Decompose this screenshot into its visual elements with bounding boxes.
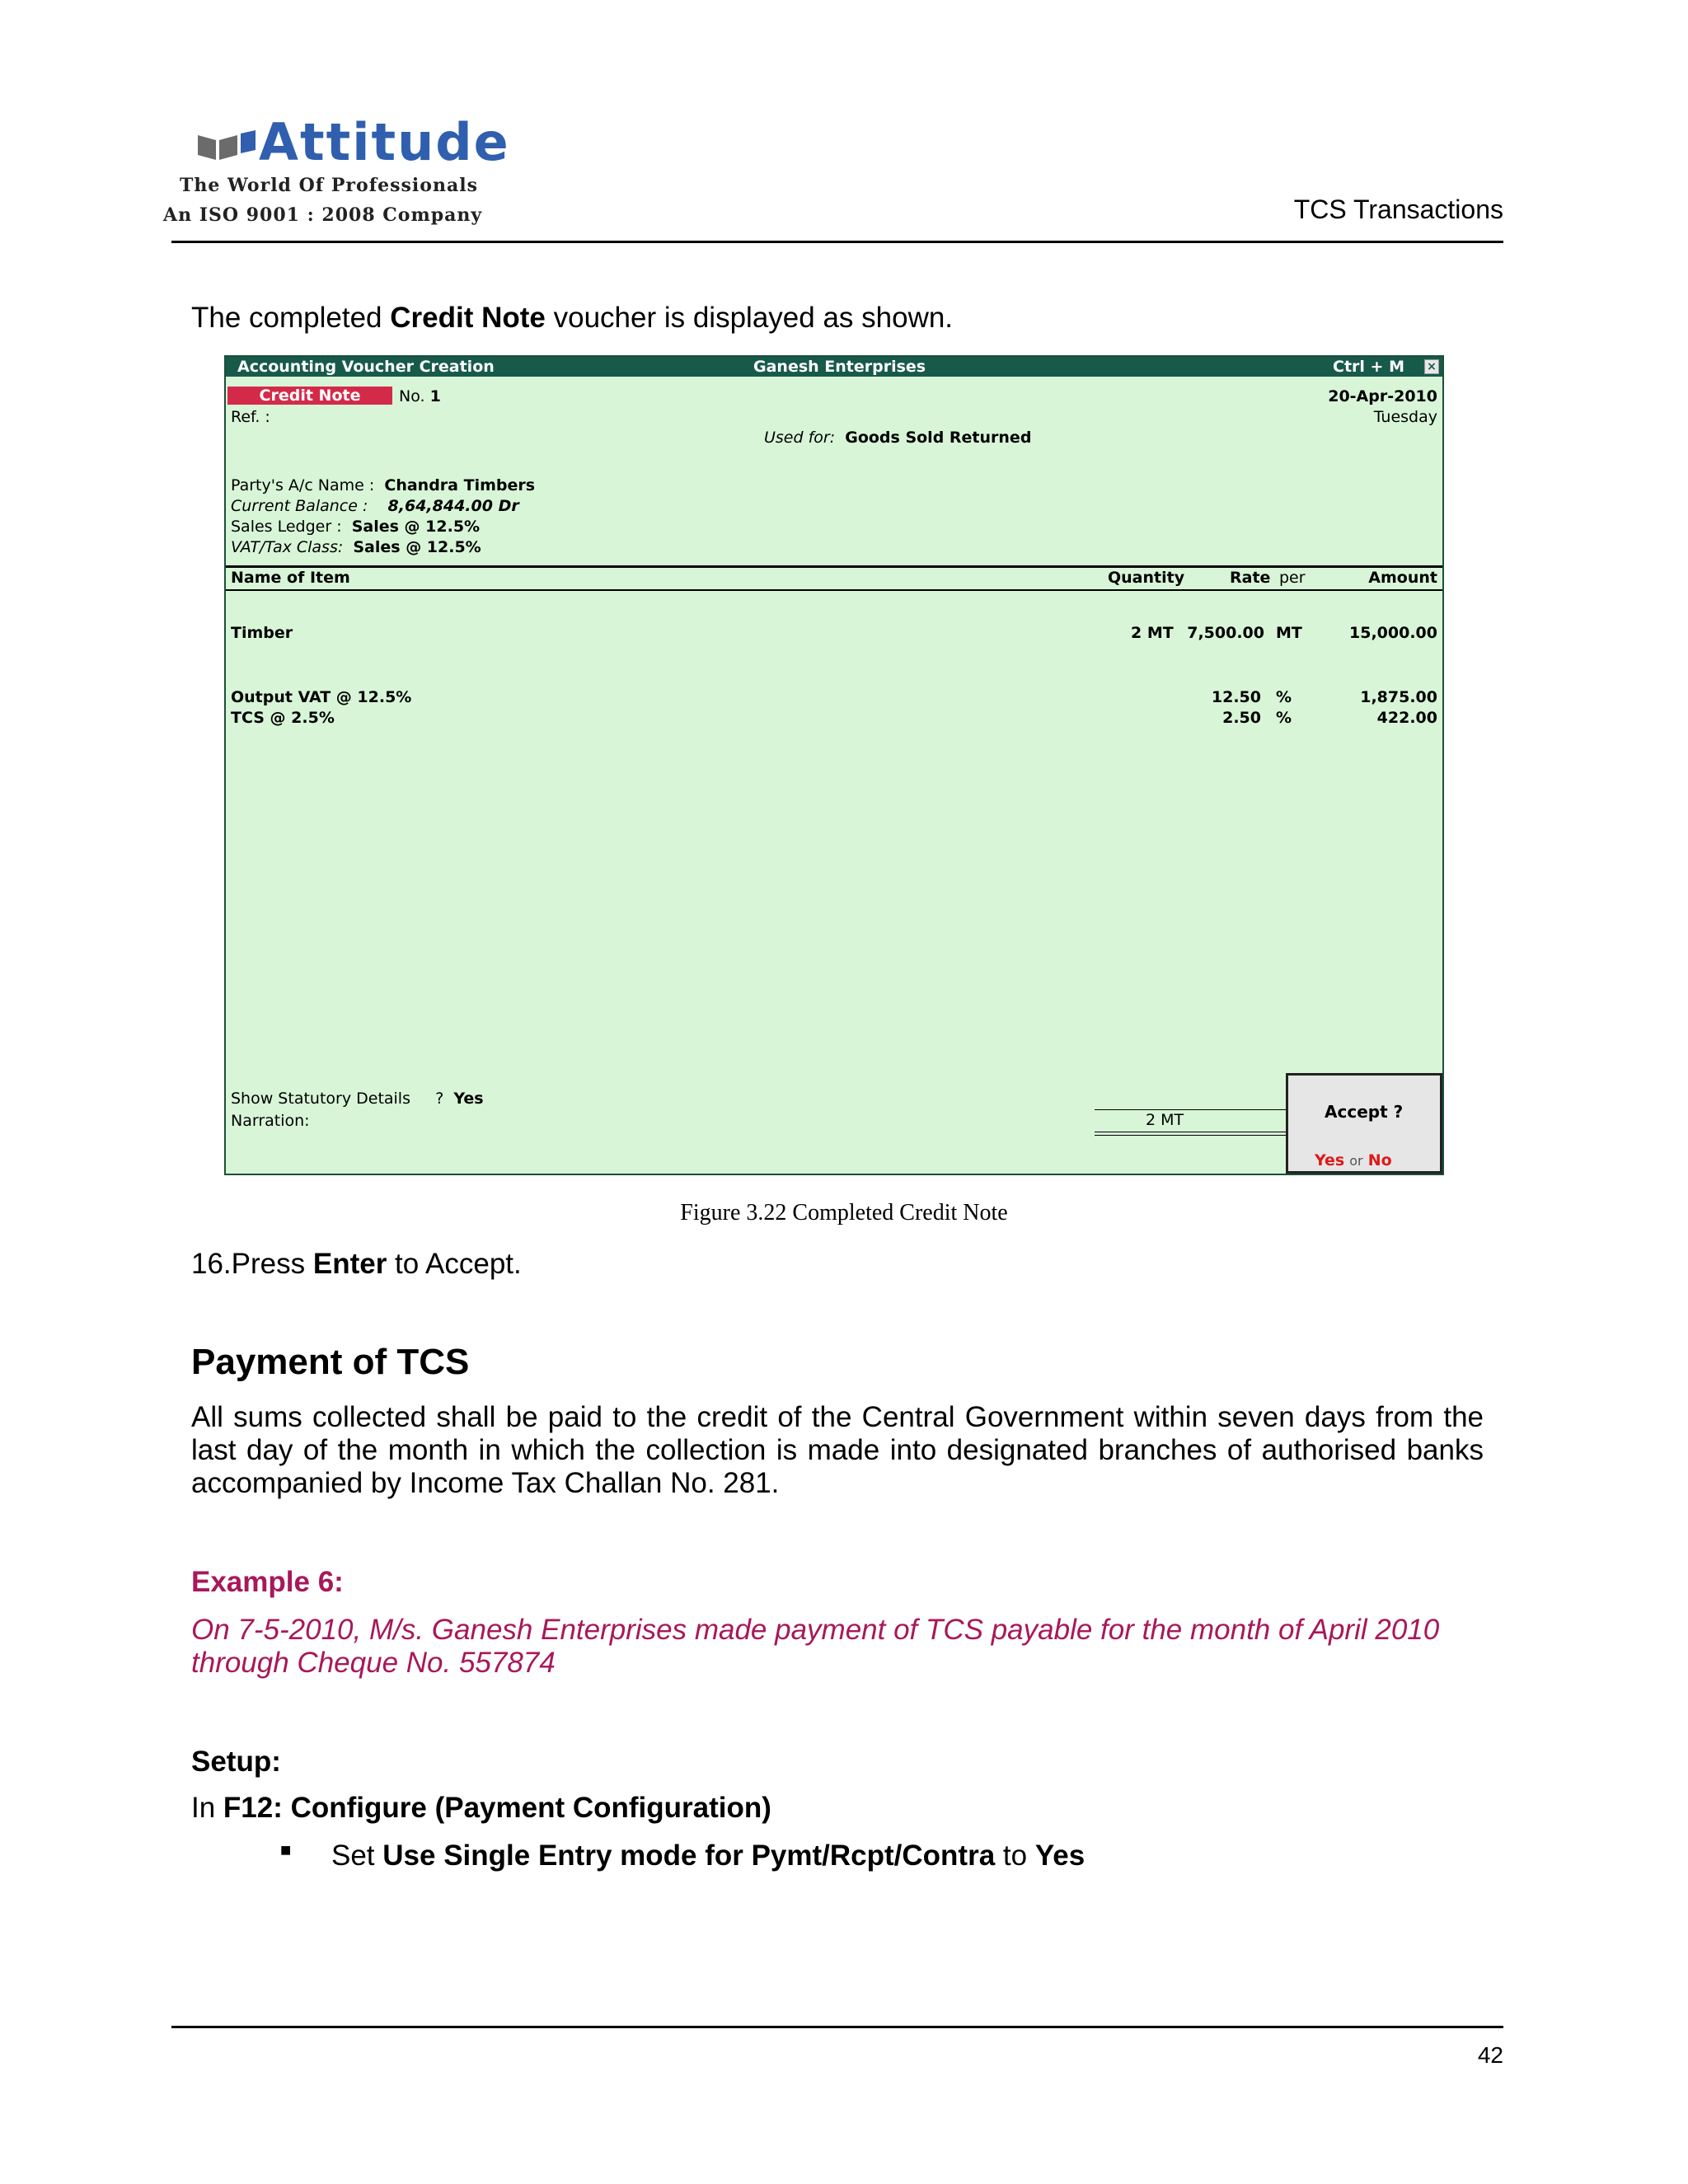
window-title: Accounting Voucher Creation <box>237 358 495 376</box>
item-amount: 15,000.00 <box>1349 624 1437 642</box>
narration-label: Narration: <box>231 1112 310 1130</box>
statutory-details-field: Show Statutory Details ? Yes <box>231 1090 484 1108</box>
col-rate: Rate <box>1230 569 1271 587</box>
total-top-rule <box>1095 1109 1291 1110</box>
total-rule-2 <box>1095 1135 1291 1136</box>
col-amount: Amount <box>1368 569 1437 587</box>
tax-amount: 422.00 <box>1376 709 1437 727</box>
table-top-rule <box>226 565 1442 568</box>
close-icon[interactable]: × <box>1424 359 1439 374</box>
current-balance-field: Current Balance : 8,64,844.00 Dr <box>231 497 519 515</box>
payment-paragraph: All sums collected shall be paid to the credit of the Central Government within seven days from the last day of the month in which the collection is made into designated branches of authorised banks accompanied by Income Tax Challan No. 281. <box>191 1401 1484 1499</box>
voucher-number: No. 1 <box>399 387 441 405</box>
setup-title: Setup: <box>191 1746 281 1778</box>
section-title: TCS Transactions <box>1293 194 1503 224</box>
vat-class-field: VAT/Tax Class: Sales @ 12.5% <box>231 538 481 556</box>
bullet-icon: ■ <box>280 1840 292 1860</box>
tax-name: Output VAT @ 12.5% <box>231 688 412 706</box>
config-instruction: In F12: Configure (Payment Configuration) <box>191 1792 771 1824</box>
step-16: 16.Press Enter to Accept. <box>191 1248 522 1280</box>
voucher-date: 20-Apr-2010 <box>1328 387 1437 405</box>
tax-rate: 12.50 <box>1211 688 1261 706</box>
logo-brand: Attitude <box>259 112 510 172</box>
sales-ledger-field: Sales Ledger : Sales @ 12.5% <box>231 518 481 536</box>
col-per: per <box>1279 569 1306 587</box>
accept-question: Accept ? <box>1325 1102 1404 1122</box>
tax-per: % <box>1276 688 1292 706</box>
voucher-day: Tuesday <box>1373 408 1437 426</box>
accept-yes-option[interactable]: Yes <box>1315 1151 1345 1169</box>
logo-iso-line: An ISO 9001 : 2008 Company <box>163 204 483 226</box>
item-quantity: 2 MT <box>1131 624 1174 642</box>
accept-dialog[interactable] <box>1286 1073 1442 1174</box>
shortcut-label: Ctrl + M <box>1333 358 1404 376</box>
example-body: On 7-5-2010, M/s. Ganesh Enterprises made payment of TCS payable for the month of April 2010 through Cheque No. 557874 <box>191 1614 1440 1679</box>
used-for-field: Used for: Goods Sold Returned <box>764 429 1032 447</box>
logo-tagline: The World Of Professionals <box>180 175 478 196</box>
voucher-screenshot <box>224 355 1444 1175</box>
header-divider <box>171 241 1503 243</box>
book-logo-icon <box>195 129 260 162</box>
tax-per: % <box>1276 709 1292 727</box>
ref-label: Ref. : <box>231 408 270 426</box>
footer-divider <box>171 2026 1503 2028</box>
item-per: MT <box>1276 624 1302 642</box>
col-name-of-item: Name of Item <box>231 569 350 587</box>
company-logo <box>163 112 510 229</box>
party-field: Party's A/c Name : Chandra Timbers <box>231 476 536 494</box>
intro-paragraph: The completed Credit Note voucher is displayed as shown. <box>191 302 954 334</box>
item-name: Timber <box>231 624 293 642</box>
example-title: Example 6: <box>191 1566 344 1598</box>
accept-options: Yes or No <box>1315 1151 1392 1169</box>
bullet-instruction: Set Use Single Entry mode for Pymt/Rcpt/Contra to Yes <box>331 1840 1085 1872</box>
tax-rate: 2.50 <box>1222 709 1261 727</box>
section-heading: Payment of TCS <box>191 1342 470 1382</box>
total-quantity: 2 MT <box>1146 1111 1184 1129</box>
tax-amount: 1,875.00 <box>1360 688 1437 706</box>
page-number: 42 <box>1477 2042 1503 2068</box>
tax-name: TCS @ 2.5% <box>231 709 335 727</box>
table-header-rule <box>226 589 1442 591</box>
accept-no-option[interactable]: No <box>1367 1151 1392 1169</box>
figure-caption: Figure 3.22 Completed Credit Note <box>680 1200 1008 1226</box>
company-name: Ganesh Enterprises <box>753 358 926 376</box>
voucher-titlebar <box>226 357 1442 377</box>
voucher-type-badge: Credit Note <box>227 387 392 405</box>
item-rate: 7,500.00 <box>1187 624 1264 642</box>
col-quantity: Quantity <box>1108 569 1185 587</box>
